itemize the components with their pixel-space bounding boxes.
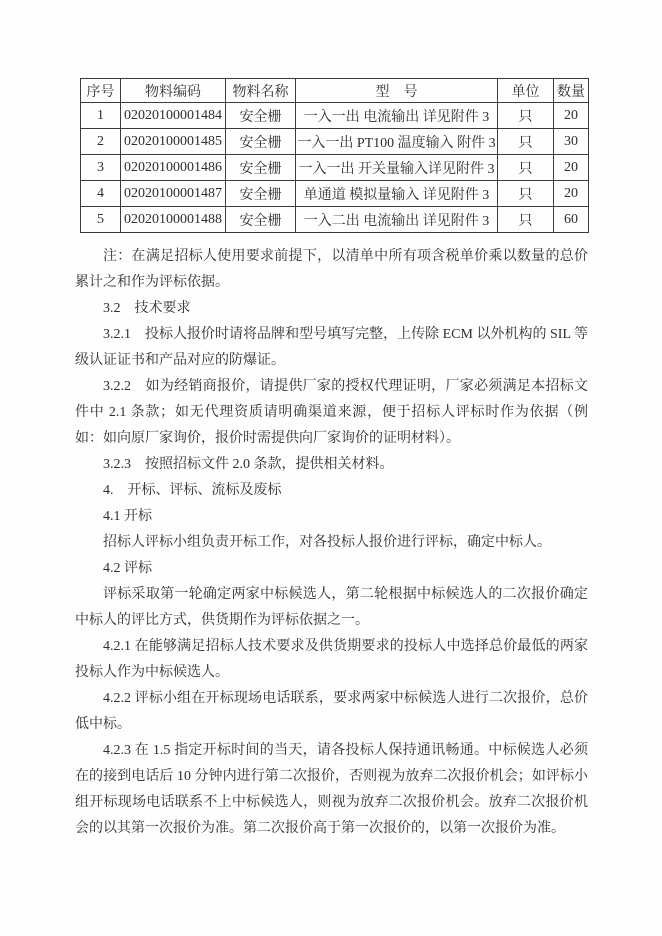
table-cell: 3 [81, 155, 121, 181]
heading-4-2: 4.2 评标 [103, 561, 152, 576]
column-header: 单位 [498, 79, 554, 103]
column-header: 序号 [81, 79, 121, 103]
table-cell: 2 [81, 129, 121, 155]
clause-4-2-1: 4.2.1 在能够满足招标人技术要求及供货期要求的投标人中选择总价最低的两家投标人作为中标候选人。 [75, 639, 588, 680]
column-header: 物料编码 [121, 79, 226, 103]
column-header: 型 号 [296, 79, 498, 103]
table-cell: 安全栅 [226, 103, 296, 129]
table-cell: 安全栅 [226, 181, 296, 207]
table-cell: 4 [81, 181, 121, 207]
table-row [81, 103, 589, 129]
table-cell: 02020100001486 [121, 155, 226, 181]
table-cell: 60 [554, 207, 589, 233]
table-cell: 一入二出 电流输出 详见附件 3 [296, 207, 498, 233]
table-cell: 安全栅 [226, 129, 296, 155]
column-header: 数量 [554, 79, 589, 103]
table-cell: 只 [498, 103, 554, 129]
table-cell: 单通道 模拟量输入 详见附件 3 [296, 181, 498, 207]
table-cell: 1 [81, 103, 121, 129]
para-4-2: 评标采取第一轮确定两家中标候选人，第二轮根据中标候选人的二次报价确定中标人的评比方式，供货期作为评标依据之一。 [75, 587, 588, 628]
clause-3-2-2: 3.2.2 如为经销商报价，请提供厂家的授权代理证明，厂家必须满足本招标文件中 2.1 条款；如无代理资质请明确渠道来源，便于招标人评标时作为依据（例如：如向原厂家询价，报价时需提供向厂家询价的证明材料）。 [75, 379, 588, 446]
table-row [81, 181, 589, 207]
heading-4: 4. 开标、评标、流标及废标 [103, 483, 282, 498]
document-body [75, 244, 588, 842]
table-cell: 只 [498, 155, 554, 181]
column-header: 物料名称 [226, 79, 296, 103]
table-cell: 02020100001484 [121, 103, 226, 129]
table-cell: 一入一出 电流输出 详见附件 3 [296, 103, 498, 129]
table-cell: 一入一出 开关量输入详见附件 3 [296, 155, 498, 181]
clause-3-2-1: 3.2.1 投标人报价时请将品牌和型号填写完整，上传除 ECM 以外机构的 SIL 等级认证证书和产品对应的防爆证。 [75, 327, 588, 368]
materials-table [80, 78, 589, 233]
clause-3-2-3: 3.2.3 按照招标文件 2.0 条款，提供相关材料。 [103, 457, 394, 472]
table-cell: 安全栅 [226, 207, 296, 233]
table-cell: 只 [498, 129, 554, 155]
table-cell: 只 [498, 181, 554, 207]
heading-3-2: 3.2 技术要求 [103, 301, 191, 316]
table-row [81, 207, 589, 233]
table-row [81, 129, 589, 155]
table-cell: 安全栅 [226, 155, 296, 181]
table-cell: 只 [498, 207, 554, 233]
table-cell: 20 [554, 155, 589, 181]
table-header-row [81, 79, 589, 103]
clause-4-2-3: 4.2.3 在 1.5 指定开标时间的当天，请各投标人保持通讯畅通。中标候选人必须在的接到电话后 10 分钟内进行第二次报价，否则视为放弃二次报价机会；如评标小组开标现场电话联系不上中标候选人，则视为放弃二次报价机会。放弃二次报价机会的以其第一次报价为准。第二次报价高于第一次报价的，以第一次报价为准。 [75, 743, 588, 836]
heading-4-1: 4.1 开标 [103, 509, 152, 524]
para-4-1: 招标人评标小组负责开标工作，对各投标人报价进行评标，确定中标人。 [103, 535, 551, 550]
clause-4-2-2: 4.2.2 评标小组在开标现场电话联系，要求两家中标候选人进行二次报价，总价低中标。 [75, 691, 588, 732]
table-cell: 20 [554, 103, 589, 129]
table-cell: 02020100001488 [121, 207, 226, 233]
table-row [81, 155, 589, 181]
table-cell: 02020100001487 [121, 181, 226, 207]
table-cell: 30 [554, 129, 589, 155]
table-cell: 02020100001485 [121, 129, 226, 155]
table-cell: 5 [81, 207, 121, 233]
note-paragraph: 注：在满足招标人使用要求前提下，以清单中所有项含税单价乘以数量的总价累计之和作为评标依据。 [75, 249, 588, 290]
table-cell: 一入一出 PT100 温度输入 附件 3 [296, 129, 498, 155]
table-cell: 20 [554, 181, 589, 207]
